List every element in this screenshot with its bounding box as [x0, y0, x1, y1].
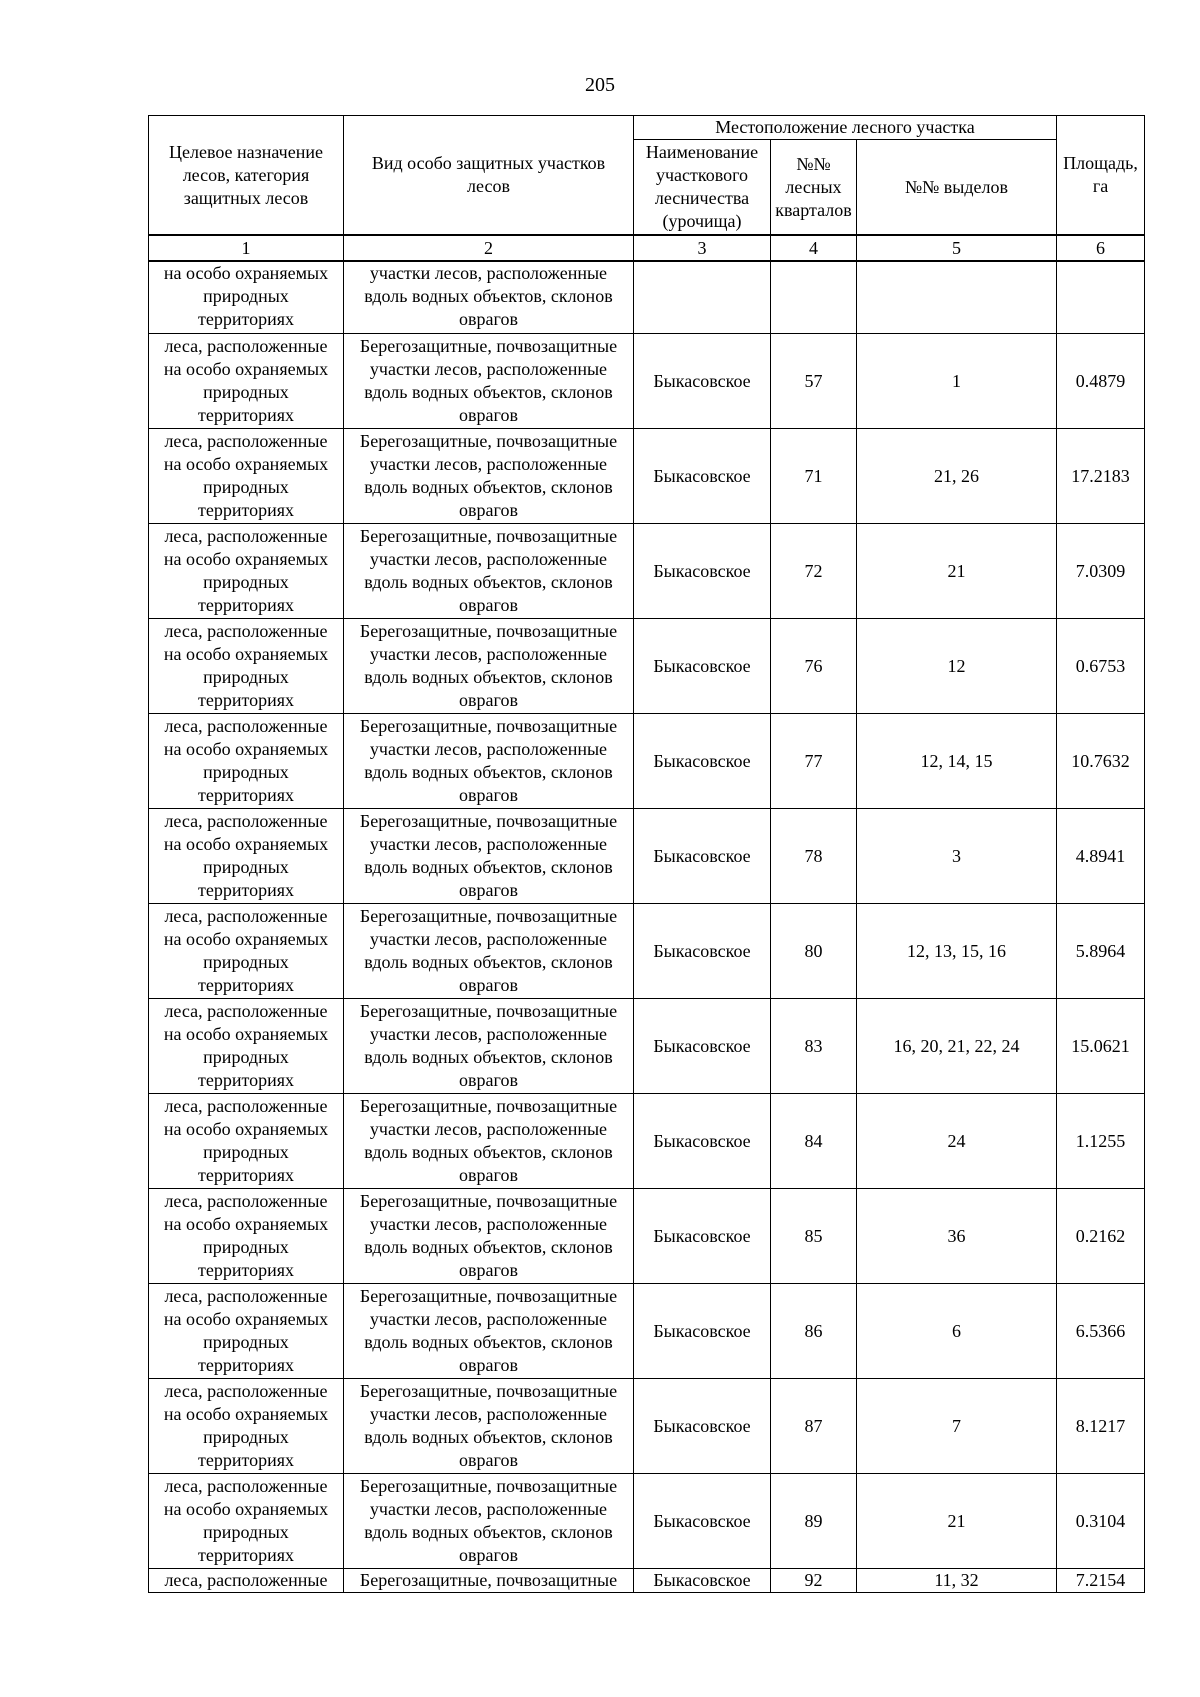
- cell-purpose: леса, расположенные на особо охраняемых природных территориях: [149, 714, 344, 809]
- cell-plots: [857, 261, 1057, 334]
- cell-quarter: 86: [771, 1284, 857, 1379]
- header-purpose: Целевое назначение лесов, категория защитных лесов: [149, 116, 344, 236]
- cell-quarter: 77: [771, 714, 857, 809]
- cell-kind: Берегозащитные, почвозащитные участки лесов, расположенные вдоль водных объектов, склонов оврагов: [344, 524, 634, 619]
- cell-purpose: леса, расположенные на особо охраняемых природных территориях: [149, 1474, 344, 1569]
- cell-forestry: Быкасовское: [634, 904, 771, 999]
- cell-kind: Берегозащитные, почвозащитные участки лесов, расположенные вдоль водных объектов, склонов оврагов: [344, 904, 634, 999]
- cell-plots: 7: [857, 1379, 1057, 1474]
- cell-kind: Берегозащитные, почвозащитные участки лесов, расположенные вдоль водных объектов, склонов оврагов: [344, 334, 634, 429]
- cell-purpose: леса, расположенные на особо охраняемых природных территориях: [149, 999, 344, 1094]
- cell-area: 1.1255: [1057, 1094, 1145, 1189]
- cell-quarter: 80: [771, 904, 857, 999]
- cell-forestry: Быкасовское: [634, 524, 771, 619]
- cell-purpose: леса, расположенные на особо охраняемых природных территориях: [149, 1189, 344, 1284]
- cell-area: 0.4879: [1057, 334, 1145, 429]
- cell-forestry: Быкасовское: [634, 999, 771, 1094]
- cell-area: 5.8964: [1057, 904, 1145, 999]
- cell-kind: Берегозащитные, почвозащитные: [344, 1569, 634, 1593]
- cell-quarter: 76: [771, 619, 857, 714]
- cell-forestry: Быкасовское: [634, 1379, 771, 1474]
- cell-area: 0.6753: [1057, 619, 1145, 714]
- cell-quarter: 72: [771, 524, 857, 619]
- column-number: 3: [634, 235, 771, 261]
- header-forestry: Наименование участкового лесничества (урочища): [634, 140, 771, 236]
- cell-purpose: леса, расположенные на особо охраняемых природных территориях: [149, 1379, 344, 1474]
- column-number: 1: [149, 235, 344, 261]
- cell-kind: Берегозащитные, почвозащитные участки лесов, расположенные вдоль водных объектов, склонов оврагов: [344, 619, 634, 714]
- cell-purpose: леса, расположенные на особо охраняемых природных территориях: [149, 809, 344, 904]
- cell-area: 0.2162: [1057, 1189, 1145, 1284]
- table-row: [149, 999, 1145, 1094]
- cell-kind: Берегозащитные, почвозащитные участки лесов, расположенные вдоль водных объектов, склонов оврагов: [344, 1379, 634, 1474]
- cell-kind: Берегозащитные, почвозащитные участки лесов, расположенные вдоль водных объектов, склонов оврагов: [344, 714, 634, 809]
- cell-forestry: Быкасовское: [634, 1474, 771, 1569]
- cell-plots: 11, 32: [857, 1569, 1057, 1593]
- cell-area: 7.2154: [1057, 1569, 1145, 1593]
- cell-quarter: 83: [771, 999, 857, 1094]
- cell-plots: 21: [857, 1474, 1057, 1569]
- cell-plots: 6: [857, 1284, 1057, 1379]
- cell-kind: участки лесов, расположенные вдоль водных объектов, склонов оврагов: [344, 261, 634, 334]
- table-row: [149, 1569, 1145, 1593]
- header-plots: №№ выделов: [857, 140, 1057, 236]
- cell-area: 15.0621: [1057, 999, 1145, 1094]
- cell-purpose: леса, расположенные: [149, 1569, 344, 1593]
- cell-purpose: леса, расположенные на особо охраняемых природных территориях: [149, 524, 344, 619]
- table-row: [149, 524, 1145, 619]
- table-row: [149, 809, 1145, 904]
- table-row: [149, 714, 1145, 809]
- cell-area: 0.3104: [1057, 1474, 1145, 1569]
- cell-purpose: леса, расположенные на особо охраняемых природных территориях: [149, 619, 344, 714]
- cell-forestry: Быкасовское: [634, 1189, 771, 1284]
- cell-purpose: леса, расположенные на особо охраняемых природных территориях: [149, 1094, 344, 1189]
- cell-purpose: леса, расположенные на особо охраняемых природных территориях: [149, 334, 344, 429]
- header-kind: Вид особо защитных участков лесов: [344, 116, 634, 236]
- cell-quarter: 85: [771, 1189, 857, 1284]
- cell-plots: 12, 14, 15: [857, 714, 1057, 809]
- cell-forestry: Быкасовское: [634, 1094, 771, 1189]
- cell-kind: Берегозащитные, почвозащитные участки лесов, расположенные вдоль водных объектов, склонов оврагов: [344, 1284, 634, 1379]
- table-row: [149, 334, 1145, 429]
- table-row: [149, 261, 1145, 334]
- cell-area: 7.0309: [1057, 524, 1145, 619]
- cell-forestry: Быкасовское: [634, 1569, 771, 1593]
- cell-quarter: 84: [771, 1094, 857, 1189]
- cell-plots: 21: [857, 524, 1057, 619]
- cell-kind: Берегозащитные, почвозащитные участки лесов, расположенные вдоль водных объектов, склонов оврагов: [344, 999, 634, 1094]
- cell-plots: 12, 13, 15, 16: [857, 904, 1057, 999]
- cell-forestry: Быкасовское: [634, 334, 771, 429]
- cell-quarter: 89: [771, 1474, 857, 1569]
- table-row: [149, 1094, 1145, 1189]
- header-location-group: Местоположение лесного участка: [634, 116, 1057, 140]
- cell-forestry: Быкасовское: [634, 619, 771, 714]
- table-body: [149, 261, 1145, 1593]
- cell-quarter: 87: [771, 1379, 857, 1474]
- column-number: 6: [1057, 235, 1145, 261]
- cell-area: 17.2183: [1057, 429, 1145, 524]
- table-row: [149, 1474, 1145, 1569]
- cell-quarter: 71: [771, 429, 857, 524]
- cell-kind: Берегозащитные, почвозащитные участки лесов, расположенные вдоль водных объектов, склонов оврагов: [344, 1094, 634, 1189]
- table-row: [149, 904, 1145, 999]
- cell-plots: 24: [857, 1094, 1057, 1189]
- cell-quarter: [771, 261, 857, 334]
- cell-purpose: леса, расположенные на особо охраняемых природных территориях: [149, 429, 344, 524]
- cell-area: 4.8941: [1057, 809, 1145, 904]
- cell-kind: Берегозащитные, почвозащитные участки лесов, расположенные вдоль водных объектов, склонов оврагов: [344, 1474, 634, 1569]
- cell-purpose: леса, расположенные на особо охраняемых природных территориях: [149, 1284, 344, 1379]
- cell-plots: 36: [857, 1189, 1057, 1284]
- cell-plots: 3: [857, 809, 1057, 904]
- cell-purpose: на особо охраняемых природных территориях: [149, 261, 344, 334]
- table-row: [149, 1284, 1145, 1379]
- header-area: Площадь, га: [1057, 116, 1145, 236]
- cell-forestry: Быкасовское: [634, 714, 771, 809]
- cell-forestry: Быкасовское: [634, 429, 771, 524]
- table-row: [149, 429, 1145, 524]
- cell-area: 6.5366: [1057, 1284, 1145, 1379]
- table-row: [149, 619, 1145, 714]
- forest-plots-table: [148, 115, 1145, 1593]
- cell-plots: 21, 26: [857, 429, 1057, 524]
- cell-area: 8.1217: [1057, 1379, 1145, 1474]
- cell-purpose: леса, расположенные на особо охраняемых природных территориях: [149, 904, 344, 999]
- cell-forestry: Быкасовское: [634, 809, 771, 904]
- cell-quarter: 57: [771, 334, 857, 429]
- table-row: [149, 1189, 1145, 1284]
- cell-quarter: 78: [771, 809, 857, 904]
- header-quarters: №№ лесных кварталов: [771, 140, 857, 236]
- cell-plots: 12: [857, 619, 1057, 714]
- column-numbers-row: [149, 235, 1145, 261]
- cell-area: [1057, 261, 1145, 334]
- cell-kind: Берегозащитные, почвозащитные участки лесов, расположенные вдоль водных объектов, склонов оврагов: [344, 809, 634, 904]
- table-row: [149, 1379, 1145, 1474]
- column-number: 2: [344, 235, 634, 261]
- cell-plots: 1: [857, 334, 1057, 429]
- cell-kind: Берегозащитные, почвозащитные участки лесов, расположенные вдоль водных объектов, склонов оврагов: [344, 429, 634, 524]
- cell-forestry: [634, 261, 771, 334]
- cell-area: 10.7632: [1057, 714, 1145, 809]
- cell-quarter: 92: [771, 1569, 857, 1593]
- cell-forestry: Быкасовское: [634, 1284, 771, 1379]
- column-number: 4: [771, 235, 857, 261]
- column-number: 5: [857, 235, 1057, 261]
- cell-plots: 16, 20, 21, 22, 24: [857, 999, 1057, 1094]
- cell-kind: Берегозащитные, почвозащитные участки лесов, расположенные вдоль водных объектов, склонов оврагов: [344, 1189, 634, 1284]
- page-number: 205: [585, 74, 615, 96]
- table-header: [149, 116, 1145, 262]
